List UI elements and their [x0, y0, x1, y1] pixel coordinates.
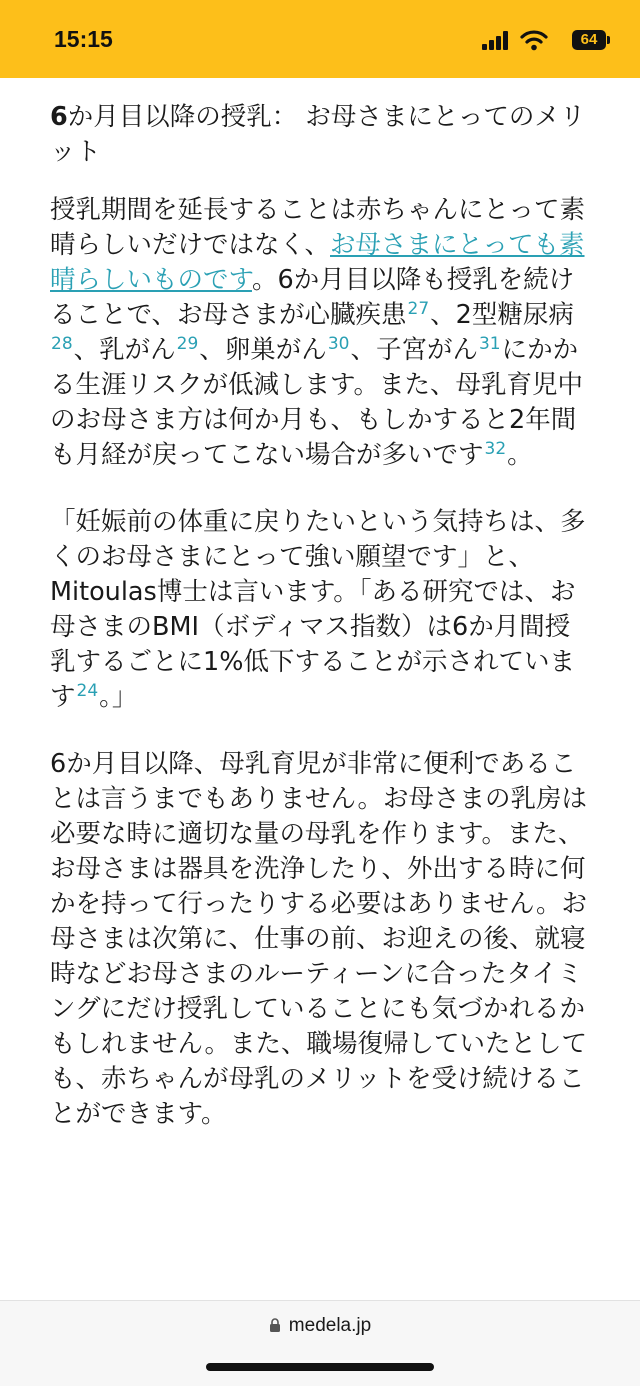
browser-bottom-bar [0, 1300, 640, 1386]
home-indicator[interactable] [206, 1363, 434, 1371]
address-bar[interactable] [0, 1315, 640, 1337]
url-text: medela.jp [288, 1315, 372, 1336]
paragraph-text: 「妊娠前の体重に戻りたいという気持ちは、多くのお母さまにとって強い願望です」と、Mitoulas博士は言います。「ある研究では、お母さまのBMI（ボディマス指数）は6か月間授乳するごとに1%低下することが示されています [50, 507, 586, 712]
paragraph-text: 。 [507, 440, 533, 470]
battery-icon [572, 30, 606, 50]
wifi-icon [520, 29, 548, 51]
footnote-ref-31[interactable]: 31 [478, 334, 501, 354]
footnote-ref-30[interactable]: 30 [327, 334, 350, 354]
paragraph-text: 。」 [99, 682, 138, 712]
status-time: 15:15 [54, 26, 113, 52]
signal-icon [482, 31, 510, 50]
paragraph-text: 、乳がん [73, 335, 176, 365]
footnote-ref-24[interactable]: 24 [76, 681, 99, 701]
article-heading [50, 100, 588, 170]
paragraph-text: にかかる生涯リスクが低減します。また、母乳育児中のお母さま方は何か月も、もしかすると2年間も月経が戻ってこない場合が多いです [50, 335, 583, 470]
paragraph-text: 授乳期間を延長することは赤ちゃんにとって素晴らしいだけではなく、 [50, 195, 585, 260]
paragraph-text: 、2型糖尿病 [430, 300, 574, 330]
status-bar [0, 0, 640, 78]
paragraph-text: 。6か月目以降も授乳を続けることで、お母さまが心臓疾患 [50, 265, 575, 330]
footnote-ref-32[interactable]: 32 [484, 439, 507, 459]
lock-icon [269, 1318, 281, 1332]
paragraph-quote [50, 505, 588, 715]
footnote-ref-28[interactable]: 28 [51, 334, 73, 354]
heading-text: か月目以降の授乳： お母さまにとってのメリット [50, 102, 586, 167]
paragraph-benefits [50, 193, 588, 473]
paragraph-convenience: 6か月目以降、母乳育児が非常に便利であることは言うまでもありません。お母さまの乳房は必要な時に適切な量の母乳を作ります。また、お母さまは器具を洗浄したり、外出する時に何かを持って行ったりする必要はありません。お母さまは次第に、仕事の前、お迎えの後、就寝時などお母さまのルーティーンに合ったタイミングにだけ授乳していることにも気づかれるかもしれません。また、職場復帰していたとしても、赤ちゃんが母乳のメリットを受け続けることができます。 [50, 749, 588, 1129]
heading-number: 6 [50, 102, 68, 132]
paragraph-text: 、卵巣がん [199, 335, 327, 365]
paragraph-text: 、子宮がん [350, 335, 478, 365]
battery-level: 64 [580, 31, 598, 48]
mother-benefits-link[interactable]: お母さまにとっても素晴らしいものです [50, 230, 585, 295]
article-content [50, 100, 588, 1132]
footnote-ref-27[interactable]: 27 [407, 299, 430, 319]
footnote-ref-29[interactable]: 29 [176, 334, 199, 354]
